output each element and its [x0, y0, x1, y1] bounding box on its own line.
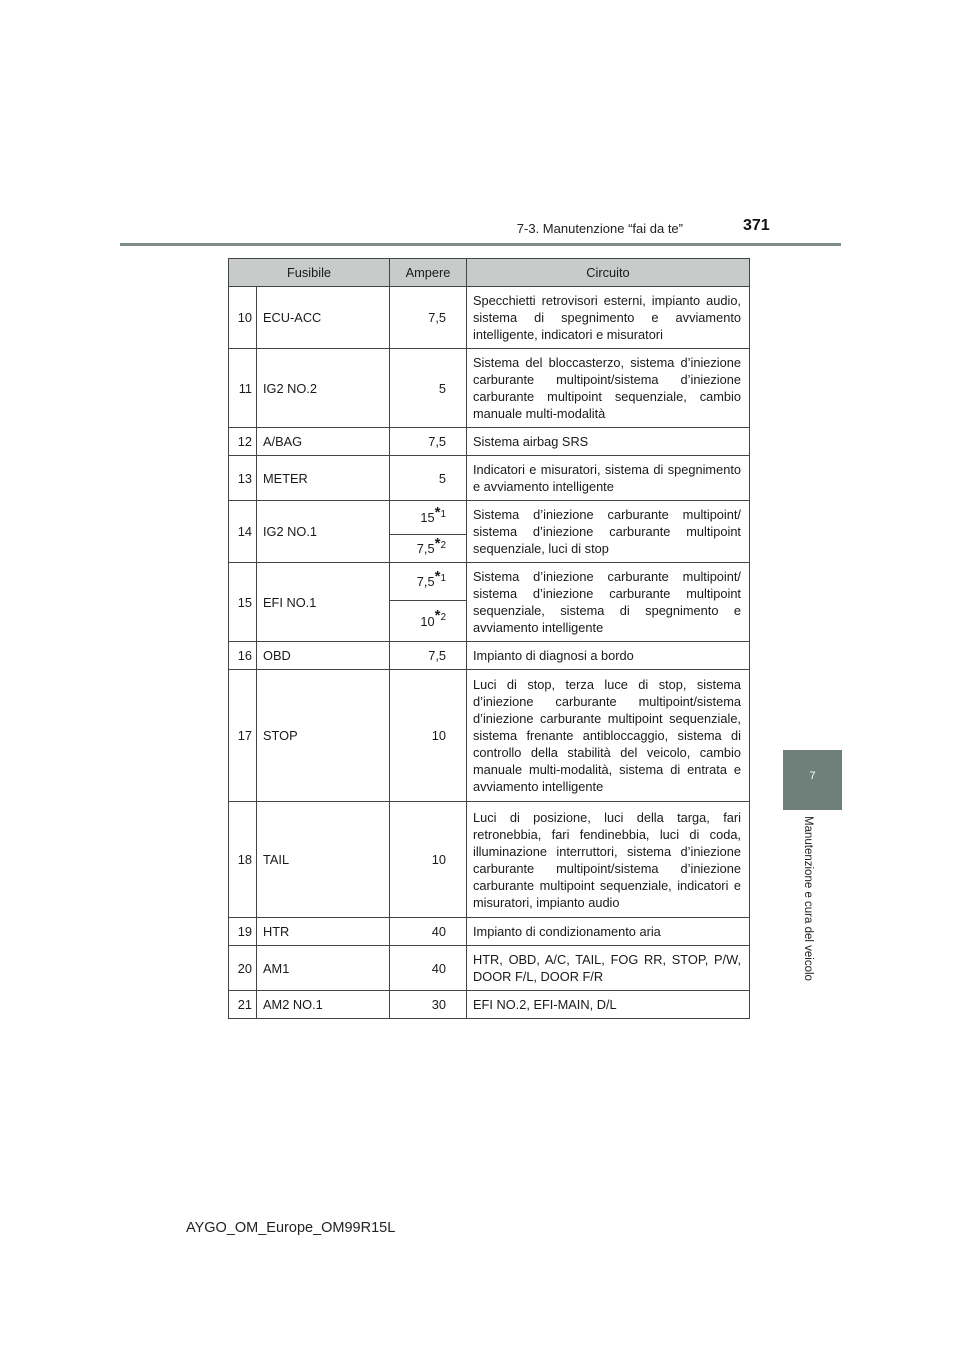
footnote-mark: *1 [434, 567, 446, 585]
footnote-mark: *1 [434, 503, 446, 521]
fuse-amp-value: 7,5 [416, 540, 435, 556]
table-row [229, 642, 750, 670]
fuse-amp: 10 [390, 670, 467, 802]
fuse-name: AM1 [257, 946, 390, 991]
header-circuit: Circuito [467, 259, 750, 287]
footnote-mark: *2 [434, 534, 446, 552]
fuse-number: 19 [229, 918, 257, 946]
fuse-circuit: Luci di posizione, luci della targa, fari retronebbia, fari fendinebbia, luci di coda, illuminazione interruttori, sistema d’iniezione carburante multipoint/sistema d’iniezione carburante multipoint sequenziale, indicatori e misuratori, impianto audio [467, 802, 750, 918]
fuse-name: IG2 NO.2 [257, 349, 390, 428]
fuse-amp: 40 [390, 918, 467, 946]
footnote-mark: *2 [434, 607, 446, 625]
fuse-name: IG2 NO.1 [257, 501, 390, 563]
footnote-number: 2 [440, 539, 446, 551]
document-code: AYGO_OM_Europe_OM99R15L [186, 1220, 396, 1236]
fuse-circuit: Luci di stop, terza luce di stop, sistema d’iniezione carburante multipoint/sistema d’iniezione carburante multipoint sequenziale, sistema frenante antibloccaggio, sistema di controllo della stabilità del veicolo, cambio manuale multi-modalità, sistema di entrata e avviamento intelligente [467, 670, 750, 802]
fuse-name: OBD [257, 642, 390, 670]
fuse-name: EFI NO.1 [257, 563, 390, 642]
fuse-name: STOP [257, 670, 390, 802]
fuse-number: 15 [229, 563, 257, 642]
fuse-name: METER [257, 456, 390, 501]
table-row [229, 287, 750, 349]
section-title: 7-3. Manutenzione “fai da te” [516, 221, 683, 236]
table-row [229, 946, 750, 991]
chapter-tab [783, 750, 842, 810]
fuse-number: 20 [229, 946, 257, 991]
table-row [229, 456, 750, 501]
fuse-number: 12 [229, 428, 257, 456]
table-header-row [229, 259, 750, 287]
footnote-number: 2 [440, 612, 446, 624]
header-fuse: Fusibile [229, 259, 390, 287]
fuse-circuit: EFI NO.2, EFI-MAIN, D/L [467, 991, 750, 1019]
fuse-circuit: Sistema d’iniezione carburante multipoint/ sistema d’iniezione carburante multipoint sequenziale, sistema di spegnimento e avviamento intelligente [467, 563, 750, 642]
fuse-amp: 7,5 [390, 642, 467, 670]
header-divider [120, 243, 841, 246]
table-row [229, 802, 750, 918]
table-row [229, 991, 750, 1019]
fuse-table [228, 258, 750, 1019]
table-row [229, 428, 750, 456]
fuse-circuit: Specchietti retrovisori esterni, impianto audio, sistema di spegnimento e avviamento intelligente, indicatori e misuratori [467, 287, 750, 349]
table-row [229, 670, 750, 802]
fuse-amp [390, 501, 467, 535]
fuse-amp: 7,5 [390, 428, 467, 456]
fuse-number: 21 [229, 991, 257, 1019]
fuse-number: 14 [229, 501, 257, 563]
footnote-number: 1 [440, 508, 446, 520]
header-amp: Ampere [390, 259, 467, 287]
fuse-amp: 5 [390, 456, 467, 501]
fuse-circuit: Impianto di condizionamento aria [467, 918, 750, 946]
fuse-amp [390, 534, 467, 562]
fuse-number: 11 [229, 349, 257, 428]
fuse-name: A/BAG [257, 428, 390, 456]
fuse-amp-value: 15 [420, 509, 435, 525]
fuse-name: AM2 NO.1 [257, 991, 390, 1019]
table-row [229, 349, 750, 428]
fuse-amp [390, 601, 467, 642]
chapter-number: 7 [809, 770, 816, 782]
fuse-name: TAIL [257, 802, 390, 918]
fuse-number: 17 [229, 670, 257, 802]
fuse-amp: 30 [390, 991, 467, 1019]
fuse-number: 10 [229, 287, 257, 349]
fuse-name: ECU-ACC [257, 287, 390, 349]
fuse-amp: 10 [390, 802, 467, 918]
fuse-circuit: Sistema airbag SRS [467, 428, 750, 456]
fuse-name: HTR [257, 918, 390, 946]
fuse-amp-value: 10 [420, 613, 435, 629]
table-row [229, 918, 750, 946]
fuse-number: 18 [229, 802, 257, 918]
table-row [229, 501, 750, 535]
fuse-number: 16 [229, 642, 257, 670]
fuse-amp: 7,5 [390, 287, 467, 349]
fuse-circuit: Sistema d’iniezione carburante multipoint/ sistema d’iniezione carburante multipoint sequenziale, luci di stop [467, 501, 750, 563]
fuse-circuit: Sistema del bloccasterzo, sistema d’iniezione carburante multipoint/sistema d’iniezione carburante multipoint sequenziale, cambio manuale multi-modalità [467, 349, 750, 428]
fuse-amp: 40 [390, 946, 467, 991]
chapter-label: Manutenzione e cura del veicolo [802, 816, 814, 981]
fuse-amp-value: 7,5 [416, 574, 435, 590]
fuse-circuit: Impianto di diagnosi a bordo [467, 642, 750, 670]
footnote-number: 1 [440, 572, 446, 584]
table-row [229, 563, 750, 601]
page-number: 371 [743, 217, 770, 234]
fuse-amp [390, 563, 467, 601]
fuse-amp: 5 [390, 349, 467, 428]
fuse-number: 13 [229, 456, 257, 501]
fuse-circuit: Indicatori e misuratori, sistema di spegnimento e avviamento intelligente [467, 456, 750, 501]
fuse-circuit: HTR, OBD, A/C, TAIL, FOG RR, STOP, P/W, DOOR F/L, DOOR F/R [467, 946, 750, 991]
